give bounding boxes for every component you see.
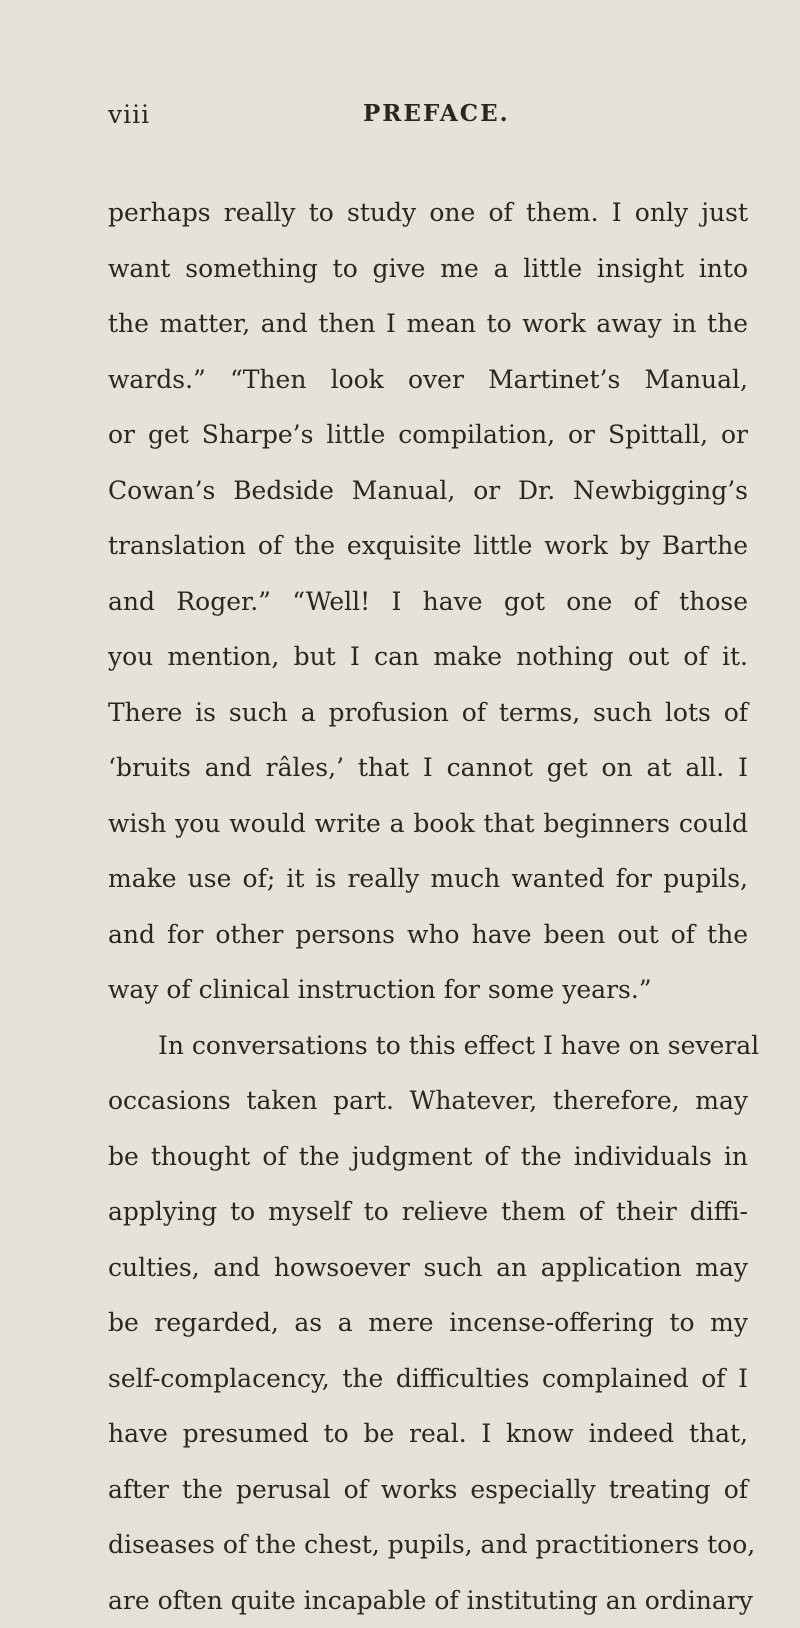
- text-line: ‘bruits and râles,’ that I cannot get on at all. I: [108, 740, 748, 796]
- page-number: viii: [108, 100, 150, 129]
- text-line: Cowan’s Bedside Manual, or Dr. Newbigging’s: [108, 463, 748, 519]
- text-line: occasions taken part. Whatever, therefore, may: [108, 1073, 748, 1129]
- text-line: perhaps really to study one of them. I only just: [108, 185, 748, 241]
- text-line: want something to give me a little insight into: [108, 241, 748, 297]
- text-line: be thought of the judgment of the individuals in: [108, 1129, 748, 1185]
- text-line: self-complacency, the difficulties complained of I: [108, 1351, 748, 1407]
- text-line: wards.” “Then look over Martinet’s Manual,: [108, 352, 748, 408]
- text-line: or get Sharpe’s little compilation, or Spittall, or: [108, 407, 748, 463]
- text-line: the matter, and then I mean to work away in the: [108, 296, 748, 352]
- text-line: translation of the exquisite little work by Barthe: [108, 518, 748, 574]
- text-line: There is such a profusion of terms, such lots of: [108, 685, 748, 741]
- running-head: [108, 100, 748, 140]
- text-line: culties, and howsoever such an application may: [108, 1240, 748, 1296]
- text-line: after the perusal of works especially treating of: [108, 1462, 748, 1518]
- text-line: have presumed to be real. I know indeed that,: [108, 1406, 748, 1462]
- body-text: [108, 185, 748, 1628]
- text-line: make use of; it is really much wanted for pupils,: [108, 851, 748, 907]
- text-line: and for other persons who have been out of the: [108, 907, 748, 963]
- text-line: you mention, but I can make nothing out of it.: [108, 629, 748, 685]
- text-line: are often quite incapable of instituting an ordinary: [108, 1573, 748, 1628]
- paragraph-end-line: way of clinical instruction for some years.”: [108, 962, 748, 1018]
- paragraph-start-line: In conversations to this effect I have on several: [108, 1018, 748, 1074]
- text-line: diseases of the chest, pupils, and practitioners too,: [108, 1517, 748, 1573]
- text-line: and Roger.” “Well! I have got one of those: [108, 574, 748, 630]
- text-line: applying to myself to relieve them of their diffi-: [108, 1184, 748, 1240]
- text-line: wish you would write a book that beginners could: [108, 796, 748, 852]
- running-title: PREFACE.: [363, 100, 510, 127]
- text-line: be regarded, as a mere incense-offering to my: [108, 1295, 748, 1351]
